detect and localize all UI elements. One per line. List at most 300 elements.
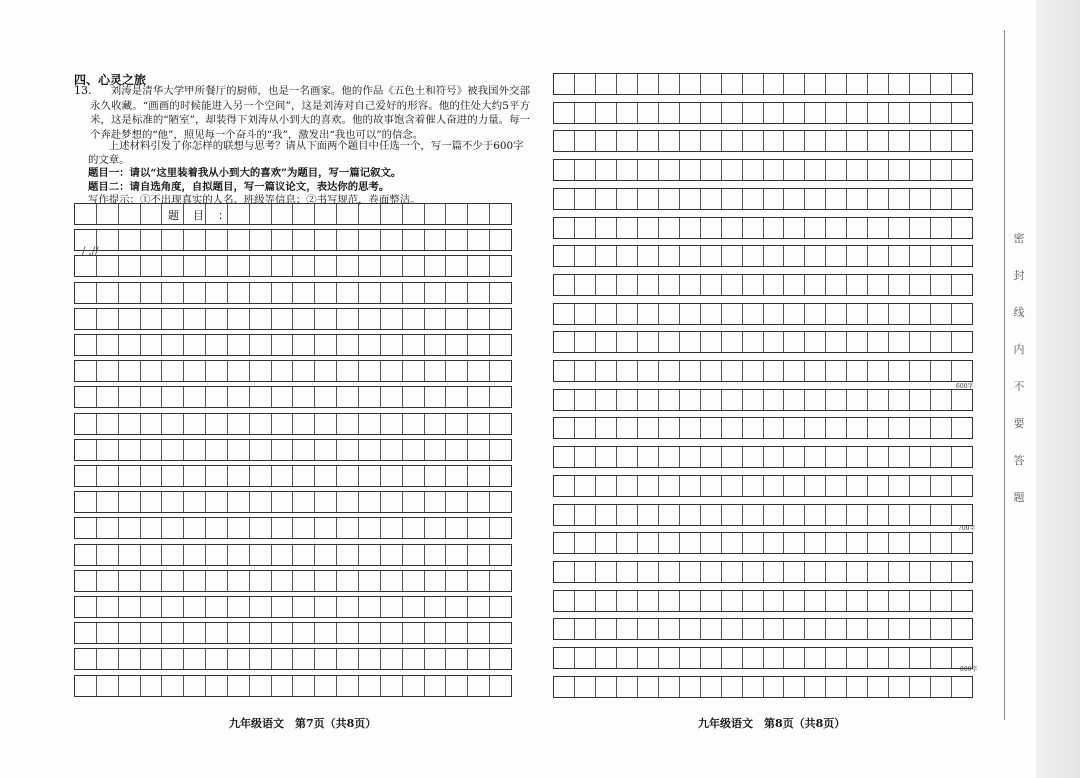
grid-cell[interactable] — [847, 218, 868, 238]
grid-cell[interactable] — [293, 309, 315, 329]
grid-cell[interactable] — [228, 571, 250, 591]
grid-cell[interactable] — [425, 492, 447, 512]
grid-cell[interactable] — [701, 591, 722, 611]
grid-cell[interactable] — [381, 361, 403, 381]
grid-cell[interactable] — [119, 309, 141, 329]
grid-cell[interactable] — [868, 619, 889, 639]
grid-cell[interactable] — [162, 387, 184, 407]
grid-cell[interactable] — [425, 623, 447, 643]
grid-cell[interactable] — [381, 649, 403, 669]
grid-row[interactable] — [74, 517, 512, 539]
grid-cell[interactable] — [228, 492, 250, 512]
grid-cell[interactable] — [910, 562, 931, 582]
grid-cell[interactable] — [141, 597, 163, 617]
grid-row[interactable] — [553, 102, 973, 124]
grid-cell[interactable] — [446, 283, 468, 303]
grid-cell[interactable] — [250, 518, 272, 538]
grid-cell[interactable] — [554, 332, 575, 352]
grid-cell[interactable] — [910, 505, 931, 525]
grid-cell[interactable] — [701, 74, 722, 94]
grid-cell[interactable] — [490, 440, 511, 460]
grid-cell[interactable] — [805, 591, 826, 611]
grid-cell[interactable] — [446, 649, 468, 669]
grid-cell[interactable] — [75, 335, 97, 355]
grid-cell[interactable] — [250, 466, 272, 486]
grid-cell[interactable] — [596, 131, 617, 151]
grid-cell[interactable] — [446, 545, 468, 565]
grid-cell[interactable] — [764, 74, 785, 94]
grid-cell[interactable] — [596, 361, 617, 381]
grid-cell[interactable] — [847, 476, 868, 496]
grid-cell[interactable] — [596, 447, 617, 467]
grid-cell[interactable] — [910, 418, 931, 438]
grid-cell[interactable] — [952, 476, 972, 496]
grid-cell[interactable] — [826, 677, 847, 697]
grid-cell[interactable] — [293, 676, 315, 696]
grid-cell[interactable] — [184, 230, 206, 250]
grid-cell[interactable] — [743, 332, 764, 352]
grid-cell[interactable] — [337, 466, 359, 486]
grid-row[interactable] — [553, 245, 973, 267]
grid-cell[interactable] — [162, 256, 184, 276]
grid-cell[interactable] — [425, 649, 447, 669]
grid-cell[interactable] — [359, 256, 381, 276]
grid-cell[interactable] — [722, 648, 743, 668]
grid-cell[interactable] — [184, 335, 206, 355]
grid-cell[interactable] — [403, 361, 425, 381]
grid-cell[interactable] — [868, 103, 889, 123]
grid-cell[interactable] — [617, 131, 638, 151]
grid-cell[interactable] — [250, 649, 272, 669]
grid-cell[interactable] — [868, 447, 889, 467]
grid-cell[interactable] — [826, 591, 847, 611]
grid-cell[interactable] — [910, 447, 931, 467]
grid-cell[interactable] — [638, 131, 659, 151]
grid-cell[interactable] — [425, 518, 447, 538]
grid-cell[interactable] — [826, 189, 847, 209]
grid-cell[interactable] — [250, 676, 272, 696]
grid-cell[interactable] — [638, 246, 659, 266]
grid-cell[interactable] — [359, 676, 381, 696]
grid-cell[interactable] — [315, 492, 337, 512]
grid-cell[interactable] — [638, 418, 659, 438]
grid-cell[interactable] — [889, 361, 910, 381]
grid-cell[interactable] — [617, 246, 638, 266]
grid-cell[interactable] — [403, 204, 425, 224]
grid-cell[interactable] — [162, 466, 184, 486]
grid-cell[interactable] — [381, 466, 403, 486]
grid-cell[interactable] — [638, 275, 659, 295]
grid-cell[interactable] — [141, 335, 163, 355]
grid-cell[interactable] — [228, 545, 250, 565]
grid-cell[interactable] — [596, 591, 617, 611]
grid-cell[interactable] — [575, 619, 596, 639]
grid-cell[interactable] — [889, 562, 910, 582]
grid-cell[interactable] — [889, 476, 910, 496]
grid-cell[interactable] — [868, 189, 889, 209]
grid-cell[interactable] — [141, 676, 163, 696]
grid-cell[interactable] — [575, 677, 596, 697]
grid-cell[interactable] — [75, 309, 97, 329]
grid-cell[interactable] — [228, 335, 250, 355]
grid-cell[interactable] — [272, 283, 294, 303]
grid-cell[interactable] — [468, 597, 490, 617]
grid-cell[interactable] — [680, 246, 701, 266]
grid-cell[interactable] — [826, 74, 847, 94]
grid-cell[interactable] — [722, 390, 743, 410]
grid-cell[interactable] — [119, 230, 141, 250]
grid-cell[interactable] — [701, 246, 722, 266]
grid-cell[interactable] — [228, 676, 250, 696]
grid-cell[interactable] — [75, 676, 97, 696]
grid-cell[interactable] — [97, 676, 119, 696]
grid-cell[interactable] — [446, 466, 468, 486]
grid-cell[interactable] — [784, 275, 805, 295]
grid-row[interactable] — [74, 439, 512, 461]
grid-cell[interactable] — [119, 518, 141, 538]
grid-cell[interactable] — [381, 440, 403, 460]
grid-cell[interactable] — [826, 304, 847, 324]
grid-cell[interactable] — [315, 649, 337, 669]
grid-cell[interactable] — [97, 623, 119, 643]
grid-cell[interactable] — [97, 440, 119, 460]
grid-cell[interactable] — [315, 597, 337, 617]
grid-cell[interactable] — [184, 414, 206, 434]
grid-cell[interactable] — [847, 131, 868, 151]
grid-row[interactable] — [553, 331, 973, 353]
grid-cell[interactable] — [425, 335, 447, 355]
grid-cell[interactable] — [381, 414, 403, 434]
grid-cell[interactable] — [575, 533, 596, 553]
grid-row[interactable] — [553, 188, 973, 210]
grid-cell[interactable] — [743, 591, 764, 611]
grid-cell[interactable] — [575, 332, 596, 352]
grid-cell[interactable] — [403, 414, 425, 434]
grid-cell[interactable] — [952, 74, 972, 94]
grid-cell[interactable] — [554, 591, 575, 611]
grid-cell[interactable] — [75, 414, 97, 434]
grid-cell[interactable] — [952, 189, 972, 209]
grid-cell[interactable] — [293, 623, 315, 643]
grid-cell[interactable] — [554, 390, 575, 410]
grid-cell[interactable] — [701, 533, 722, 553]
grid-cell[interactable] — [680, 648, 701, 668]
grid-cell[interactable] — [293, 414, 315, 434]
grid-cell[interactable] — [743, 103, 764, 123]
grid-cell[interactable] — [952, 447, 972, 467]
grid-cell[interactable] — [403, 597, 425, 617]
grid-cell[interactable] — [952, 275, 972, 295]
grid-cell[interactable] — [826, 275, 847, 295]
grid-cell[interactable] — [206, 623, 228, 643]
grid-cell[interactable] — [403, 309, 425, 329]
grid-cell[interactable] — [596, 562, 617, 582]
grid-cell[interactable] — [228, 283, 250, 303]
grid-cell[interactable] — [250, 335, 272, 355]
grid-cell[interactable] — [554, 189, 575, 209]
grid-cell[interactable] — [250, 204, 272, 224]
grid-cell[interactable] — [272, 361, 294, 381]
grid-cell[interactable] — [826, 131, 847, 151]
grid-cell[interactable] — [680, 418, 701, 438]
grid-cell[interactable] — [75, 440, 97, 460]
grid-cell[interactable] — [425, 256, 447, 276]
grid-cell[interactable] — [638, 533, 659, 553]
grid-cell[interactable] — [250, 414, 272, 434]
grid-cell[interactable] — [468, 283, 490, 303]
grid-cell[interactable] — [119, 571, 141, 591]
grid-cell[interactable] — [425, 597, 447, 617]
grid-cell[interactable] — [952, 562, 972, 582]
grid-row[interactable] — [553, 590, 973, 612]
grid-cell[interactable] — [184, 649, 206, 669]
grid-cell[interactable] — [868, 131, 889, 151]
grid-cell[interactable] — [315, 204, 337, 224]
grid-cell[interactable] — [805, 103, 826, 123]
grid-cell[interactable] — [315, 256, 337, 276]
grid-cell[interactable] — [272, 676, 294, 696]
grid-cell[interactable] — [638, 189, 659, 209]
grid-row[interactable] — [553, 504, 973, 526]
grid-cell[interactable] — [931, 103, 952, 123]
grid-row[interactable] — [553, 303, 973, 325]
grid-cell[interactable] — [162, 414, 184, 434]
grid-cell[interactable] — [617, 218, 638, 238]
grid-cell[interactable] — [359, 545, 381, 565]
grid-row[interactable] — [74, 491, 512, 513]
grid-cell[interactable] — [359, 466, 381, 486]
grid-cell[interactable] — [468, 623, 490, 643]
grid-cell[interactable] — [784, 476, 805, 496]
grid-cell[interactable] — [847, 591, 868, 611]
grid-cell[interactable] — [554, 74, 575, 94]
grid-cell[interactable] — [359, 597, 381, 617]
grid-cell[interactable] — [847, 390, 868, 410]
grid-cell[interactable] — [764, 677, 785, 697]
grid-cell[interactable] — [931, 476, 952, 496]
grid-cell[interactable] — [228, 230, 250, 250]
grid-cell[interactable] — [162, 649, 184, 669]
grid-cell[interactable] — [250, 387, 272, 407]
grid-cell[interactable] — [617, 648, 638, 668]
grid-row[interactable] — [74, 570, 512, 592]
grid-cell[interactable] — [826, 505, 847, 525]
grid-cell[interactable] — [659, 74, 680, 94]
grid-cell[interactable] — [931, 562, 952, 582]
grid-cell[interactable] — [272, 414, 294, 434]
grid-cell[interactable] — [931, 390, 952, 410]
grid-cell[interactable] — [931, 246, 952, 266]
grid-cell[interactable] — [659, 476, 680, 496]
grid-row[interactable] — [553, 159, 973, 181]
grid-cell[interactable] — [446, 440, 468, 460]
grid-cell[interactable] — [381, 309, 403, 329]
grid-cell[interactable] — [381, 230, 403, 250]
grid-cell[interactable] — [743, 218, 764, 238]
grid-cell[interactable] — [659, 562, 680, 582]
grid-row[interactable] — [553, 475, 973, 497]
grid-cell[interactable] — [910, 304, 931, 324]
grid-row[interactable] — [553, 417, 973, 439]
grid-cell[interactable] — [490, 597, 511, 617]
grid-cell[interactable] — [75, 492, 97, 512]
grid-cell[interactable] — [680, 275, 701, 295]
grid-cell[interactable] — [359, 283, 381, 303]
grid-cell[interactable] — [931, 418, 952, 438]
grid-cell[interactable] — [250, 492, 272, 512]
grid-cell[interactable] — [162, 518, 184, 538]
grid-cell[interactable] — [847, 677, 868, 697]
grid-cell[interactable] — [847, 246, 868, 266]
grid-cell[interactable] — [701, 361, 722, 381]
grid-cell[interactable] — [931, 619, 952, 639]
grid-row[interactable] — [553, 561, 973, 583]
grid-cell[interactable] — [468, 571, 490, 591]
grid-cell[interactable] — [119, 676, 141, 696]
grid-row[interactable] — [74, 622, 512, 644]
grid-cell[interactable] — [75, 597, 97, 617]
grid-cell[interactable] — [784, 246, 805, 266]
grid-cell[interactable] — [889, 619, 910, 639]
grid-cell[interactable] — [680, 189, 701, 209]
grid-cell[interactable] — [910, 103, 931, 123]
grid-cell[interactable] — [952, 591, 972, 611]
grid-cell[interactable] — [162, 230, 184, 250]
grid-cell[interactable] — [315, 545, 337, 565]
grid-cell[interactable] — [97, 597, 119, 617]
grid-cell[interactable] — [638, 160, 659, 180]
grid-cell[interactable] — [575, 218, 596, 238]
grid-cell[interactable] — [784, 533, 805, 553]
grid-cell[interactable] — [764, 390, 785, 410]
grid-cell[interactable] — [805, 648, 826, 668]
grid-cell[interactable] — [359, 518, 381, 538]
grid-cell[interactable] — [468, 466, 490, 486]
grid-cell[interactable] — [805, 619, 826, 639]
grid-cell[interactable] — [826, 648, 847, 668]
grid-cell[interactable] — [184, 597, 206, 617]
grid-cell[interactable] — [293, 387, 315, 407]
grid-cell[interactable] — [119, 256, 141, 276]
grid-cell[interactable] — [119, 335, 141, 355]
grid-cell[interactable] — [359, 387, 381, 407]
grid-cell[interactable] — [381, 676, 403, 696]
grid-row[interactable] — [74, 360, 512, 382]
grid-cell[interactable] — [359, 623, 381, 643]
grid-cell[interactable] — [162, 309, 184, 329]
grid-cell[interactable] — [910, 74, 931, 94]
grid-cell[interactable] — [931, 591, 952, 611]
grid-cell[interactable] — [868, 562, 889, 582]
grid-cell[interactable] — [659, 332, 680, 352]
grid-cell[interactable] — [403, 440, 425, 460]
grid-cell[interactable] — [97, 649, 119, 669]
grid-cell[interactable] — [119, 387, 141, 407]
grid-cell[interactable] — [75, 545, 97, 565]
grid-cell[interactable] — [468, 414, 490, 434]
grid-cell[interactable] — [119, 466, 141, 486]
grid-cell[interactable] — [617, 390, 638, 410]
grid-cell[interactable] — [97, 466, 119, 486]
grid-cell[interactable] — [701, 562, 722, 582]
grid-cell[interactable] — [722, 361, 743, 381]
grid-cell[interactable] — [617, 562, 638, 582]
grid-cell[interactable] — [315, 335, 337, 355]
grid-cell[interactable] — [889, 591, 910, 611]
grid-cell[interactable] — [293, 283, 315, 303]
grid-cell[interactable] — [97, 204, 119, 224]
grid-cell[interactable] — [868, 304, 889, 324]
grid-cell[interactable] — [75, 361, 97, 381]
grid-cell[interactable] — [206, 230, 228, 250]
grid-cell[interactable] — [554, 619, 575, 639]
grid-cell[interactable] — [490, 204, 511, 224]
grid-cell[interactable] — [952, 533, 972, 553]
grid-cell[interactable] — [575, 361, 596, 381]
grid-cell[interactable] — [162, 283, 184, 303]
grid-cell[interactable] — [680, 677, 701, 697]
grid-cell[interactable] — [805, 218, 826, 238]
grid-cell[interactable] — [784, 304, 805, 324]
grid-cell[interactable] — [337, 387, 359, 407]
grid-cell[interactable] — [75, 649, 97, 669]
grid-cell[interactable] — [554, 677, 575, 697]
grid-cell[interactable] — [575, 246, 596, 266]
grid-cell[interactable] — [826, 447, 847, 467]
grid-cell[interactable] — [381, 256, 403, 276]
grid-cell[interactable] — [722, 74, 743, 94]
grid-cell[interactable] — [446, 204, 468, 224]
grid-cell[interactable] — [315, 623, 337, 643]
grid-cell[interactable] — [805, 361, 826, 381]
grid-cell[interactable] — [743, 361, 764, 381]
grid-cell[interactable] — [315, 361, 337, 381]
grid-cell[interactable] — [468, 440, 490, 460]
grid-row[interactable] — [553, 676, 973, 698]
grid-cell[interactable] — [381, 283, 403, 303]
grid-cell[interactable] — [743, 246, 764, 266]
grid-row[interactable] — [553, 647, 973, 669]
grid-cell[interactable] — [701, 160, 722, 180]
grid-cell[interactable] — [638, 390, 659, 410]
grid-cell[interactable] — [119, 623, 141, 643]
grid-cell[interactable] — [554, 103, 575, 123]
grid-cell[interactable] — [784, 103, 805, 123]
grid-cell[interactable] — [468, 518, 490, 538]
grid-cell[interactable] — [805, 332, 826, 352]
grid-cell[interactable] — [403, 283, 425, 303]
grid-cell[interactable] — [97, 545, 119, 565]
grid-cell[interactable] — [659, 533, 680, 553]
grid-cell[interactable] — [97, 492, 119, 512]
grid-cell[interactable] — [680, 447, 701, 467]
grid-cell[interactable] — [446, 518, 468, 538]
grid-cell[interactable] — [554, 131, 575, 151]
grid-cell[interactable] — [206, 414, 228, 434]
grid-cell[interactable] — [784, 390, 805, 410]
grid-cell[interactable] — [468, 256, 490, 276]
grid-cell[interactable] — [119, 204, 141, 224]
grid-cell[interactable] — [403, 335, 425, 355]
grid-cell[interactable] — [575, 189, 596, 209]
grid-cell[interactable] — [847, 361, 868, 381]
grid-cell[interactable] — [337, 230, 359, 250]
grid-cell[interactable] — [617, 591, 638, 611]
grid-cell[interactable] — [272, 309, 294, 329]
grid-cell[interactable] — [722, 476, 743, 496]
grid-cell[interactable] — [722, 533, 743, 553]
grid-cell[interactable] — [141, 571, 163, 591]
